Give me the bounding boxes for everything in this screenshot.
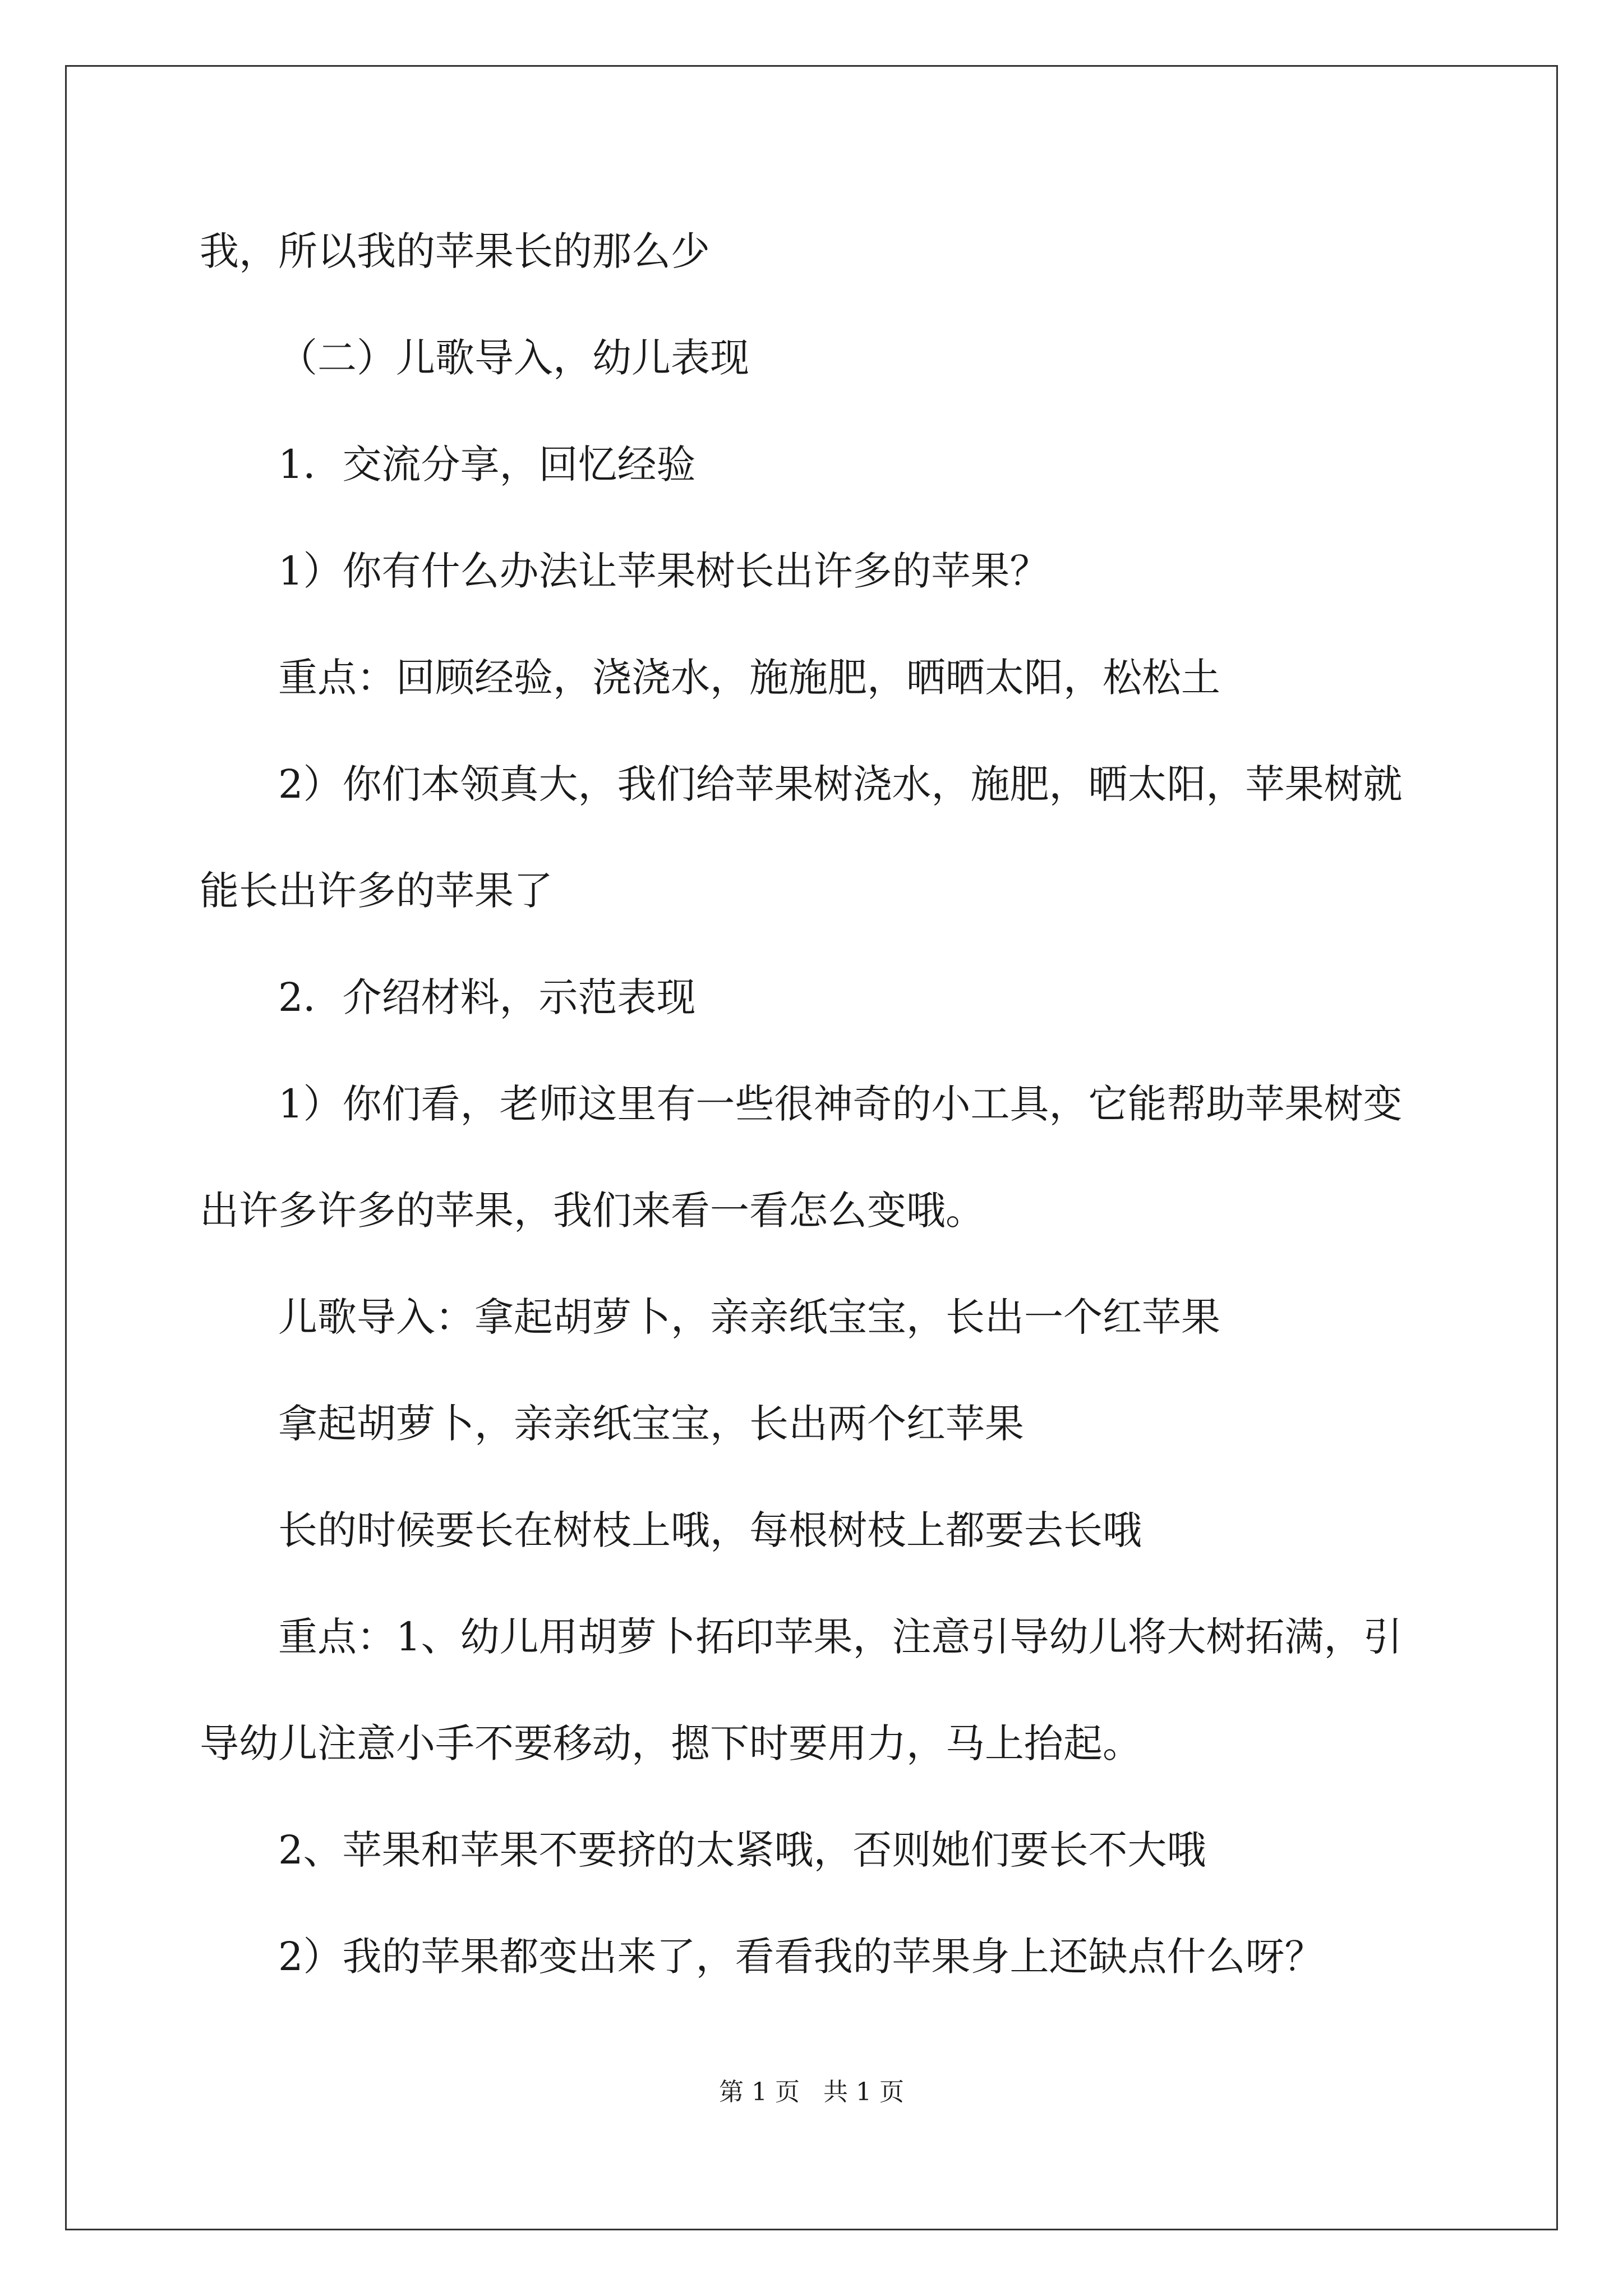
paragraph-line: 1）你有什么办法让苹果树长出许多的苹果？ <box>278 548 1049 594</box>
page-border <box>65 65 1558 2230</box>
section-heading: （二）儿歌导入，幼儿表现 <box>278 335 749 381</box>
paragraph-line: 能长出许多的苹果了 <box>200 868 553 914</box>
paragraph-line: 重点：1、幼儿用胡萝卜拓印苹果，注意引导幼儿将大树拓满，引 <box>278 1614 1403 1660</box>
subsection-heading: 2．介绍材料，示范表现 <box>278 974 696 1020</box>
paragraph-line: 2）你们本领真大，我们给苹果树浇水，施肥，晒太阳，苹果树就 <box>278 761 1403 807</box>
paragraph-line: 我，所以我的苹果长的那么少 <box>200 228 710 274</box>
paragraph-line: 2、苹果和苹果不要挤的太紧哦，否则她们要长不大哦 <box>278 1827 1206 1873</box>
paragraph-line: 长的时候要长在树枝上哦，每根树枝上都要去长哦 <box>278 1507 1142 1553</box>
paragraph-line: 出许多许多的苹果，我们来看一看怎么变哦。 <box>200 1188 985 1234</box>
subsection-heading: 1．交流分享，回忆经验 <box>278 441 696 487</box>
paragraph-line: 儿歌导入：拿起胡萝卜，亲亲纸宝宝，长出一个红苹果 <box>278 1294 1220 1340</box>
paragraph-line: 1）你们看，老师这里有一些很神奇的小工具，它能帮助苹果树变 <box>278 1081 1403 1127</box>
paragraph-line: 导幼儿注意小手不要移动，摁下时要用力，马上抬起。 <box>200 1720 1142 1766</box>
paragraph-line: 拿起胡萝卜，亲亲纸宝宝，长出两个红苹果 <box>278 1401 1024 1447</box>
paragraph-line: 2）我的苹果都变出来了，看看我的苹果身上还缺点什么呀？ <box>278 1934 1324 1980</box>
paragraph-line: 重点：回顾经验，浇浇水，施施肥，晒晒太阳，松松土 <box>278 655 1220 701</box>
page-footer: 第 1 页 共 1 页 <box>719 2078 904 2106</box>
